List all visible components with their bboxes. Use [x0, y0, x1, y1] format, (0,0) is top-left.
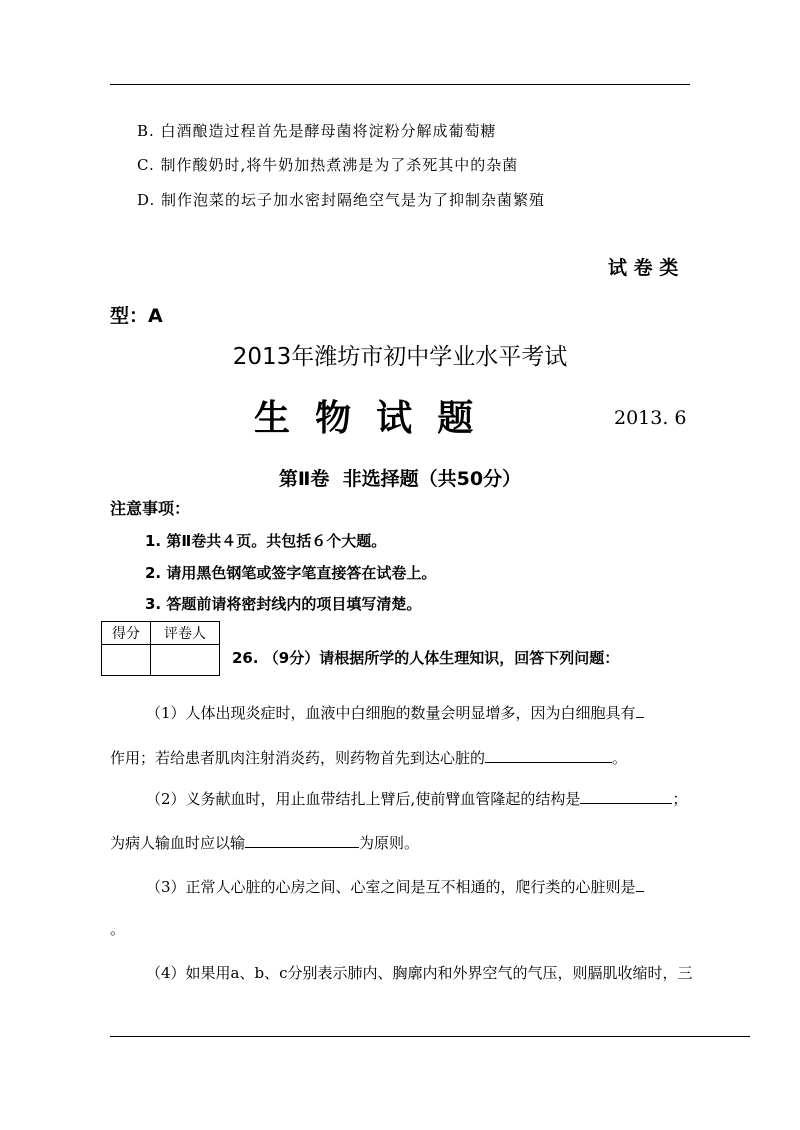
note-item-3: 3. 答题前请将密封线内的项目填写清楚。 — [145, 595, 422, 613]
notes-heading: 注意事项： — [110, 499, 191, 518]
paper-type-value: 型：A — [110, 305, 163, 327]
bottom-rule — [110, 1036, 750, 1037]
option-d: D. 制作泡菜的坛子加水密封隔绝空气是为了抑制杂菌繁殖 — [137, 191, 546, 209]
option-c: C. 制作酸奶时,将牛奶加热煮沸是为了杀死其中的杂菌 — [137, 156, 519, 174]
q26-part2-blank-2[interactable] — [245, 833, 359, 848]
q26-part1-blank-1[interactable] — [636, 703, 644, 718]
q26-part3-line2: 。 — [110, 920, 126, 938]
q26-part2-text-2: 为病人输血时应以输 — [110, 834, 246, 852]
grader-header: 评卷人 — [151, 622, 220, 645]
grader-cell[interactable] — [151, 645, 220, 676]
top-rule — [110, 84, 690, 85]
q26-part1-line2 — [110, 747, 627, 768]
q26-part1-period: 。 — [612, 749, 628, 767]
q26-part2-text: （2）义务献血时，用止血带结扎上臂后,使前臂血管隆起的结构是 — [146, 790, 581, 808]
q26-part3-text: （3）正常人心脏的心房之间、心室之间是互不相通的，爬行类的心脏则是 — [146, 878, 636, 896]
question-26-stem: 26. （9分）请根据所学的人体生理知识，回答下列问题： — [232, 649, 620, 667]
section-title: 第Ⅱ卷 非选择题（共50分） — [278, 468, 522, 490]
score-cell[interactable] — [102, 645, 151, 676]
subject-title: 生 物 试 题 — [254, 398, 474, 439]
score-header: 得分 — [102, 622, 151, 645]
note-item-2: 2. 请用黑色钢笔或签字笔直接答在试卷上。 — [145, 564, 437, 582]
q26-part1-text: （1）人体出现炎症时，血液中白细胞的数量会明显增多，因为白细胞具有 — [146, 704, 636, 722]
q26-part1-text-2: 作用；若给患者肌肉注射消炎药，则药物首先到达心脏的 — [110, 749, 486, 767]
note-item-1: 1. 第Ⅱ卷共４页。共包括６个大题。 — [145, 532, 387, 550]
exam-date: 2013. 6 — [614, 407, 687, 429]
q26-part1-line1 — [146, 702, 644, 723]
q26-part2-text-3: 为原则。 — [359, 834, 420, 852]
q26-part2-line2 — [110, 832, 419, 853]
score-table — [101, 621, 220, 676]
q26-part2-line1 — [146, 788, 687, 809]
exam-title: 2013年潍坊市初中学业水平考试 — [232, 344, 568, 370]
q26-part2-blank-1[interactable] — [580, 789, 672, 804]
paper-type-label: 试 卷 类 — [608, 257, 679, 279]
q26-part3-blank[interactable] — [636, 877, 644, 892]
option-b: B. 白酒酿造过程首先是酵母菌将淀粉分解成葡萄糖 — [137, 122, 497, 140]
q26-part4-line1: （4）如果用a、b、c分别表示肺内、胸廓内和外界空气的气压，则膈肌收缩时，三 — [146, 964, 693, 982]
q26-part1-blank-2[interactable] — [485, 748, 612, 763]
q26-part3-line1 — [146, 876, 644, 897]
q26-part2-semicolon: ； — [672, 790, 688, 808]
